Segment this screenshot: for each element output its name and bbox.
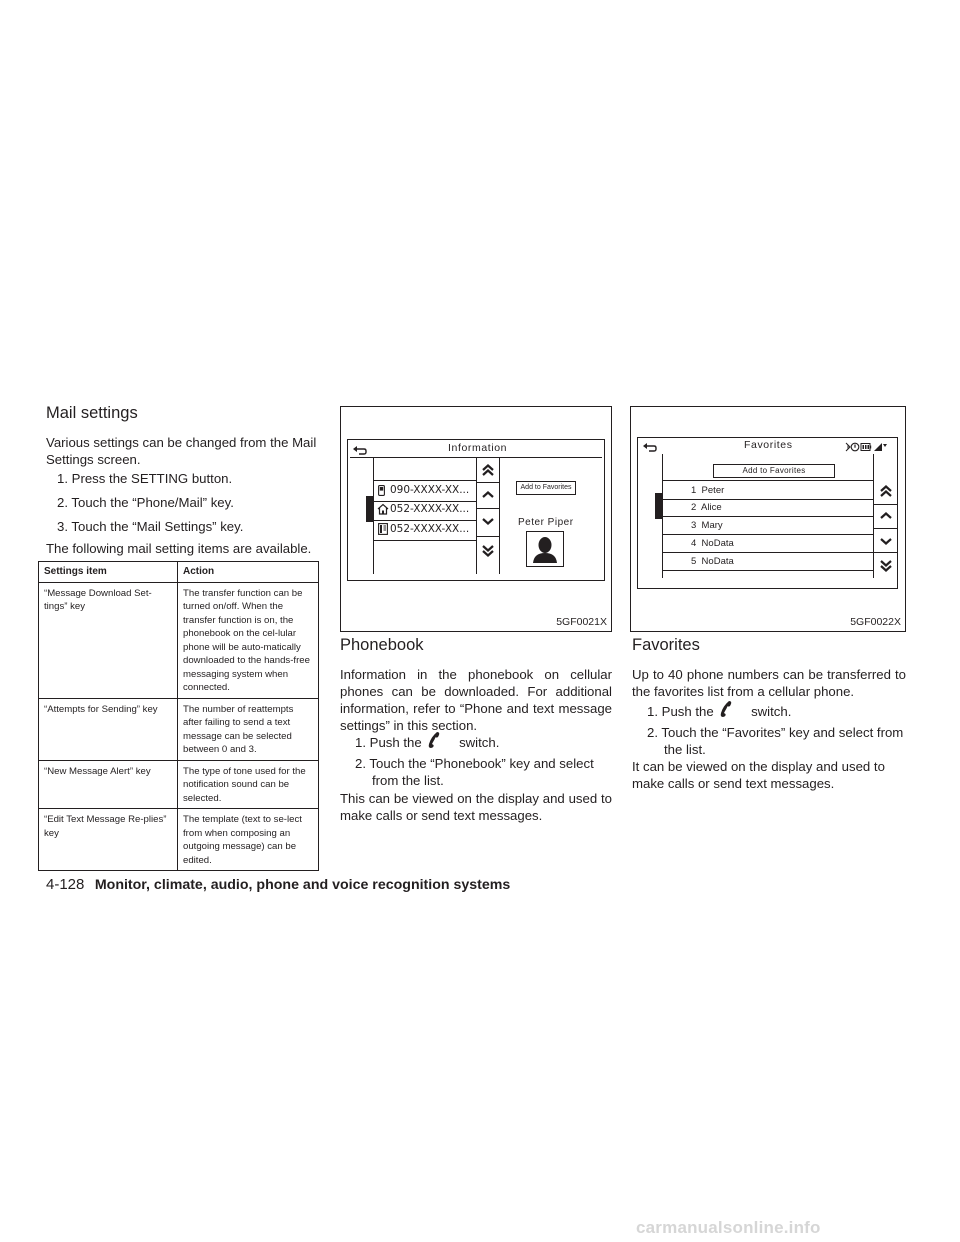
step-text: switch. bbox=[751, 704, 792, 719]
table-header-item: Settings item bbox=[39, 562, 178, 583]
table-row bbox=[39, 582, 318, 698]
list-item-label: 3 Mary bbox=[691, 520, 723, 531]
table-cell-item: “Message Download Set-tings” key bbox=[39, 582, 178, 698]
list-item[interactable] bbox=[663, 534, 873, 553]
signal-icon bbox=[874, 443, 882, 451]
person-silhouette-icon bbox=[532, 535, 558, 563]
table-header-action: Action bbox=[178, 562, 319, 583]
page-up-icon[interactable] bbox=[879, 484, 893, 498]
phonebook-step-2 bbox=[355, 755, 613, 789]
favorites-heading: Favorites bbox=[632, 636, 700, 654]
page-number: 4-128 bbox=[46, 876, 85, 893]
mail-step-2: 2. Touch the “Phone/Mail” key. bbox=[57, 495, 234, 510]
page-footer bbox=[46, 876, 510, 894]
figure-code: 5GF0022X bbox=[850, 616, 901, 628]
step-text: 2. Touch the “Phonebook” key and select from the list. bbox=[355, 756, 594, 788]
list-item[interactable] bbox=[663, 552, 873, 571]
table-cell-action: The transfer function can be turned on/off. When the transfer function is on, the phonebook on the cel-lular phone will be auto-matically downloaded to the hands-free messaging system when connected. bbox=[178, 582, 319, 698]
mail-settings-table bbox=[38, 561, 319, 871]
add-to-favorites-button[interactable]: Add to Favorites bbox=[713, 464, 835, 478]
scroll-column bbox=[873, 454, 898, 578]
mail-step-3: 3. Touch the “Mail Settings” key. bbox=[57, 519, 244, 534]
screen-frame bbox=[347, 439, 605, 581]
screen-title: Information bbox=[448, 442, 508, 454]
step-text: 1. Push the bbox=[647, 704, 714, 719]
favorites-step-2 bbox=[647, 724, 905, 758]
page-down-icon[interactable] bbox=[481, 544, 495, 558]
figure-code: 5GF0021X bbox=[556, 616, 607, 628]
selection-marker bbox=[366, 496, 373, 522]
table-cell-action: The type of tone used for the notification sound can be selected. bbox=[178, 760, 319, 809]
list-item[interactable] bbox=[663, 516, 873, 535]
number-text: 090-XXXX-XX... bbox=[390, 484, 470, 496]
mail-step-1: 1. Press the SETTING button. bbox=[57, 471, 233, 486]
list-item-label: 4 NoData bbox=[691, 538, 734, 549]
table-row bbox=[39, 809, 318, 871]
screen-title: Favorites bbox=[744, 439, 793, 451]
list-item[interactable] bbox=[663, 480, 873, 500]
scroll-column bbox=[476, 458, 500, 574]
figure-phonebook-screen bbox=[340, 406, 612, 632]
phonebook-intro: Information in the phonebook on cellular phones can be downloaded. For additional information, refer to “Phone and text message settings” in this section. bbox=[340, 667, 612, 733]
table-cell-action: The template (text to se-lect from when composing an outgoing message) can be edited. bbox=[178, 809, 319, 871]
table-cell-item: “Edit Text Message Re-plies” key bbox=[39, 809, 178, 871]
favorites-outro: It can be viewed on the display and used to make calls or send text messages. bbox=[632, 759, 885, 791]
contact-name: Peter Piper bbox=[518, 517, 574, 528]
figure-favorites-screen bbox=[630, 406, 906, 632]
phonebook-step-1 bbox=[355, 731, 499, 751]
number-text: 052-XXXX-XX... bbox=[390, 523, 470, 535]
contact-photo bbox=[526, 531, 564, 567]
list-item-label: 5 NoData bbox=[691, 556, 734, 567]
page-down-icon[interactable] bbox=[879, 559, 893, 573]
step-text: switch. bbox=[459, 735, 500, 750]
back-arrow-icon bbox=[642, 441, 658, 453]
mail-following-text: The following mail setting items are available. bbox=[46, 541, 312, 556]
list-item-label: 2 Alice bbox=[691, 502, 722, 513]
number-text: 052-XXXX-XX... bbox=[390, 503, 470, 515]
phonebook-heading: Phonebook bbox=[340, 636, 424, 654]
page-up-icon[interactable] bbox=[481, 463, 495, 477]
home-icon bbox=[377, 503, 389, 515]
scroll-down-icon[interactable] bbox=[481, 515, 495, 527]
favorites-intro: Up to 40 phone numbers can be transferred to the favorites list from a cellular phone. bbox=[632, 667, 906, 699]
number-row-work[interactable] bbox=[374, 520, 476, 541]
mail-settings-heading: Mail settings bbox=[46, 404, 138, 422]
step-text: 2. Touch the “Favorites” key and select from the list. bbox=[647, 725, 904, 757]
phone-icon bbox=[719, 700, 733, 718]
mobile-phone-icon bbox=[378, 485, 385, 496]
table-row bbox=[39, 760, 318, 809]
section-title: Monitor, climate, audio, phone and voice recognition systems bbox=[94, 877, 511, 893]
number-row-home[interactable] bbox=[374, 500, 476, 521]
phone-icon bbox=[427, 731, 441, 749]
scroll-down-icon[interactable] bbox=[879, 535, 893, 547]
scroll-up-icon[interactable] bbox=[879, 510, 893, 522]
table-cell-item: “New Message Alert” key bbox=[39, 760, 178, 809]
scroll-up-icon[interactable] bbox=[481, 489, 495, 501]
number-row-mobile[interactable] bbox=[374, 480, 476, 502]
selection-marker bbox=[655, 493, 662, 519]
favorites-step-1 bbox=[647, 700, 791, 720]
step-text: 1. Push the bbox=[355, 735, 422, 750]
bluetooth-icon bbox=[846, 443, 850, 451]
status-icons bbox=[844, 442, 892, 452]
back-arrow-icon bbox=[352, 444, 368, 456]
list-item[interactable] bbox=[663, 498, 873, 517]
list-item-label: 1 Peter bbox=[691, 485, 725, 496]
watermark: carmanualsonline.info bbox=[636, 1218, 821, 1237]
table-row bbox=[39, 698, 318, 760]
mail-settings-intro: Various settings can be changed from the Mail Settings screen. bbox=[46, 435, 317, 467]
screen-frame bbox=[637, 437, 898, 589]
add-to-favorites-button[interactable]: Add to Favorites bbox=[516, 481, 576, 495]
table-cell-item: “Attempts for Sending” key bbox=[39, 698, 178, 760]
table-cell-action: The number of reattempts after failing to send a text message can be selected between 0 and 3. bbox=[178, 698, 319, 760]
phonebook-outro: This can be viewed on the display and used to make calls or send text messages. bbox=[340, 791, 612, 823]
office-building-icon bbox=[378, 523, 388, 535]
